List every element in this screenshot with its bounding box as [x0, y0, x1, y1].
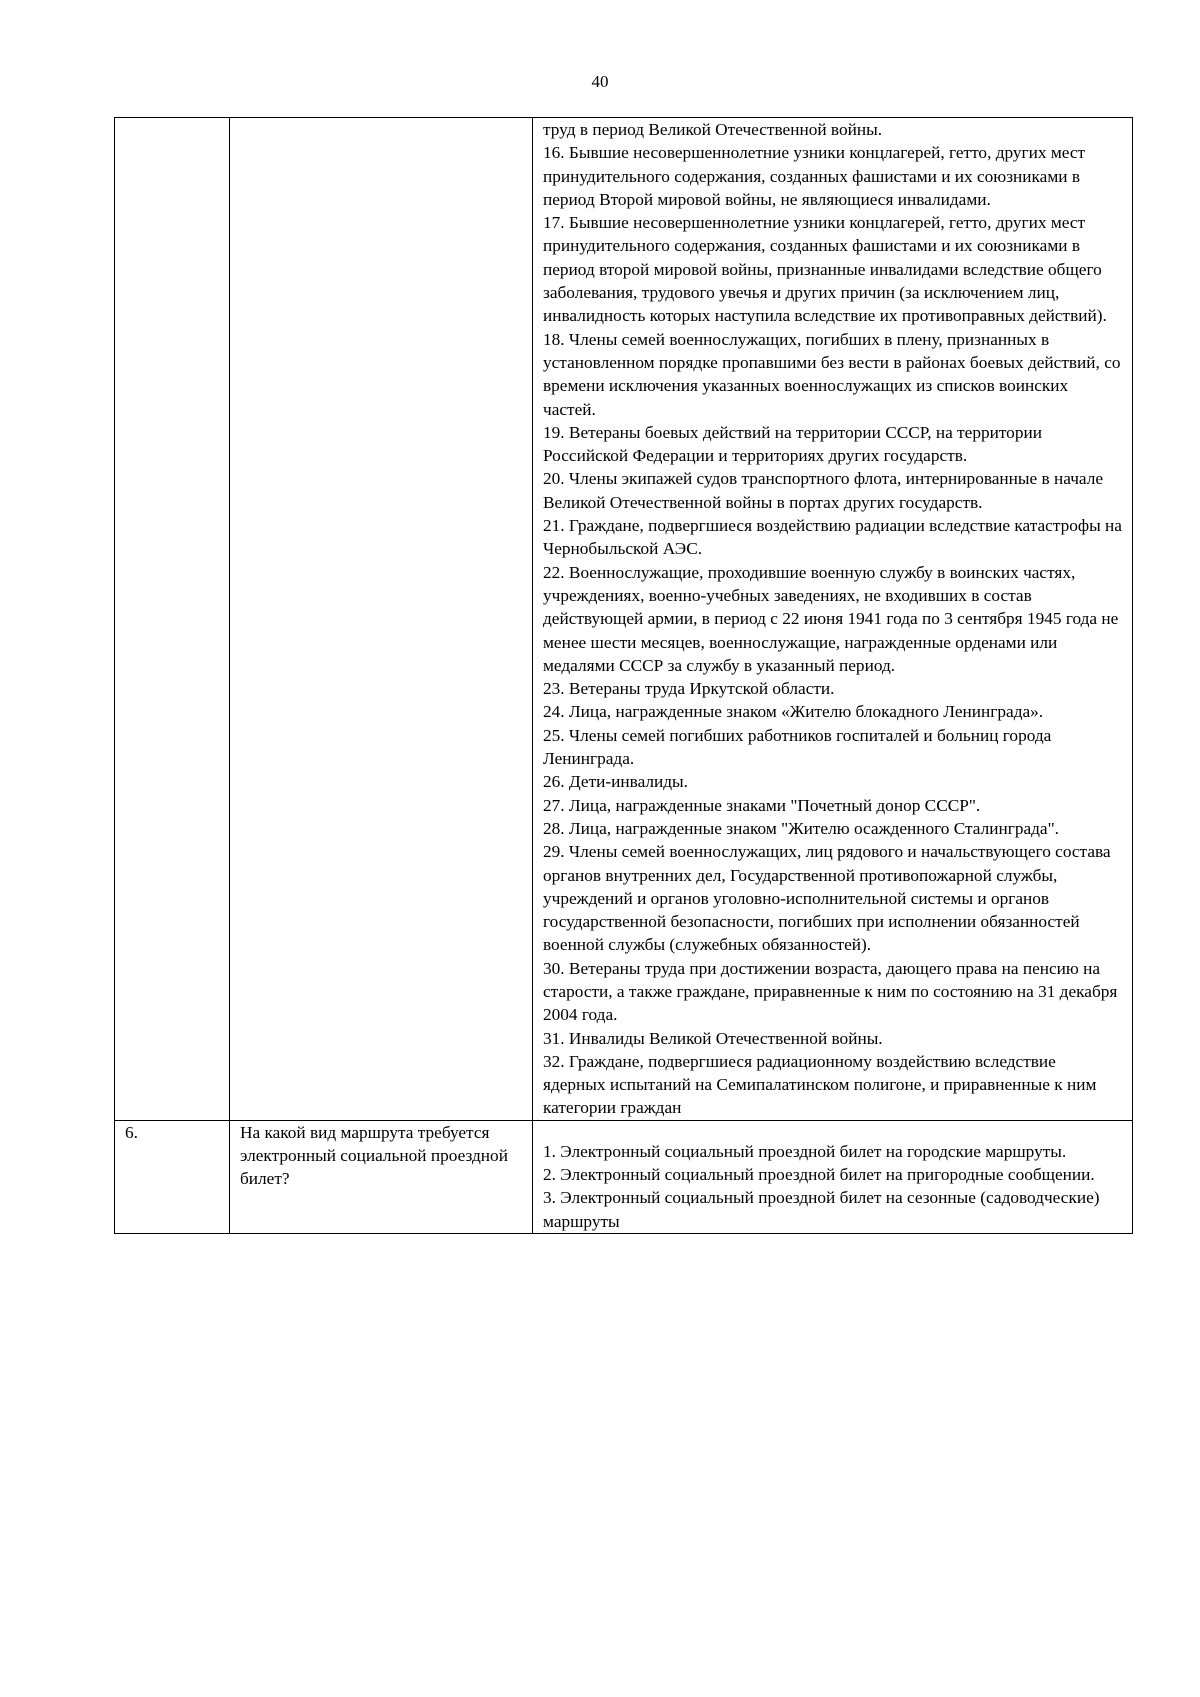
- page-number: 40: [591, 72, 609, 91]
- number-cell: [115, 118, 230, 1121]
- list-item: 16. Бывшие несовершеннолетние узники концлагерей, гетто, других мест принудительного содержания, созданных фашистами и их союзниками в период Второй мировой войны, не являющиеся инвалидами.: [543, 143, 1086, 209]
- question-cell: [230, 118, 533, 1121]
- list-item: 25. Члены семей погибших работников госпиталей и больниц города Ленинграда.: [543, 725, 1052, 769]
- questions-table: [114, 117, 1133, 1234]
- answer-item: 1. Электронный социальный проездной билет на городские маршруты.: [543, 1141, 1067, 1161]
- list-item: 29. Члены семей военнослужащих, лиц рядового и начальствующего состава органов внутренних дел, Государственной противопожарной службы, учреждений и органов уголовно-исполнительной системы и органов государственной безопасности, погибших при исполнении обязанностей военной службы (служебных обязанностей).: [543, 842, 1111, 955]
- list-item: 31. Инвалиды Великой Отечественной войны.: [543, 1028, 883, 1048]
- list-item: 30. Ветераны труда при достижении возраста, дающего права на пенсию на старости, а также граждане, приравненные к ним по состоянию на 31 декабря 2004 года.: [543, 958, 1118, 1025]
- table-row: [115, 1120, 1133, 1233]
- categories-cell: [533, 118, 1133, 1121]
- list-item: 20. Члены экипажей судов транспортного флота, интернированные в начале Великой Отечественной войны в портах других государств.: [543, 469, 1104, 512]
- list-item: 21. Граждане, подвергшиеся воздействию радиации вследствие катастрофы на Чернобыльской АЭС.: [543, 516, 1122, 559]
- answers-cell: [533, 1120, 1133, 1233]
- list-item: 27. Лица, награжденные знаками "Почетный донор СССР".: [543, 795, 981, 815]
- list-item: 28. Лица, награжденные знаком "Жителю осажденного Сталинграда".: [543, 818, 1059, 838]
- list-item: 17. Бывшие несовершеннолетние узники концлагерей, гетто, других мест принудительного содержания, созданных фашистами и их союзниками в период второй мировой войны, признанные инвалидами вследствие общего заболевания, трудового увечья и других причин (за исключением лиц, инвалидность которых наступила вследствие их противоправных действий).: [543, 213, 1107, 326]
- answer-item: 2. Электронный социальный проездной билет на пригородные сообщении.: [543, 1165, 1095, 1185]
- list-item: 24. Лица, награжденные знаком «Жителю блокадного Ленинграда».: [543, 702, 1044, 722]
- question-text: На какой вид маршрута требуется электронный социальной проездной билет?: [230, 1120, 533, 1233]
- list-item: 23. Ветераны труда Иркутской области.: [543, 679, 835, 699]
- list-item: 26. Дети-инвалиды.: [543, 772, 688, 792]
- list-item: труд в период Великой Отечественной войны.: [543, 120, 883, 139]
- list-item: 19. Ветераны боевых действий на территории СССР, на территории Российской Федерации и территориях других государств.: [543, 422, 1042, 466]
- answer-item: 3. Электронный социальный проездной билет на сезонные (садоводческие) маршруты: [543, 1188, 1100, 1231]
- table-row: [115, 118, 1133, 1121]
- list-item: 32. Граждане, подвергшиеся радиационному воздействию вследствие ядерных испытаний на Семипалатинском полигоне, и приравненные к ним категории граждан: [543, 1051, 1097, 1118]
- list-item: 22. Военнослужащие, проходившие военную службу в воинских частях, учреждениях, военно-учебных заведениях, не входивших в состав действующей армии, в период с 22 июня 1941 года по 3 сентября 1945 года не менее шести месяцев, военнослужащие, награжденные орденами или медалями СССР за службу в указанный период.: [543, 562, 1119, 675]
- list-item: 18. Члены семей военнослужащих, погибших в плену, признанных в установленном порядке пропавшими без вести в районах боевых действий, со времени исключения указанных военнослужащих из списков воинских частей.: [543, 329, 1121, 419]
- row-number: 6.: [115, 1120, 230, 1233]
